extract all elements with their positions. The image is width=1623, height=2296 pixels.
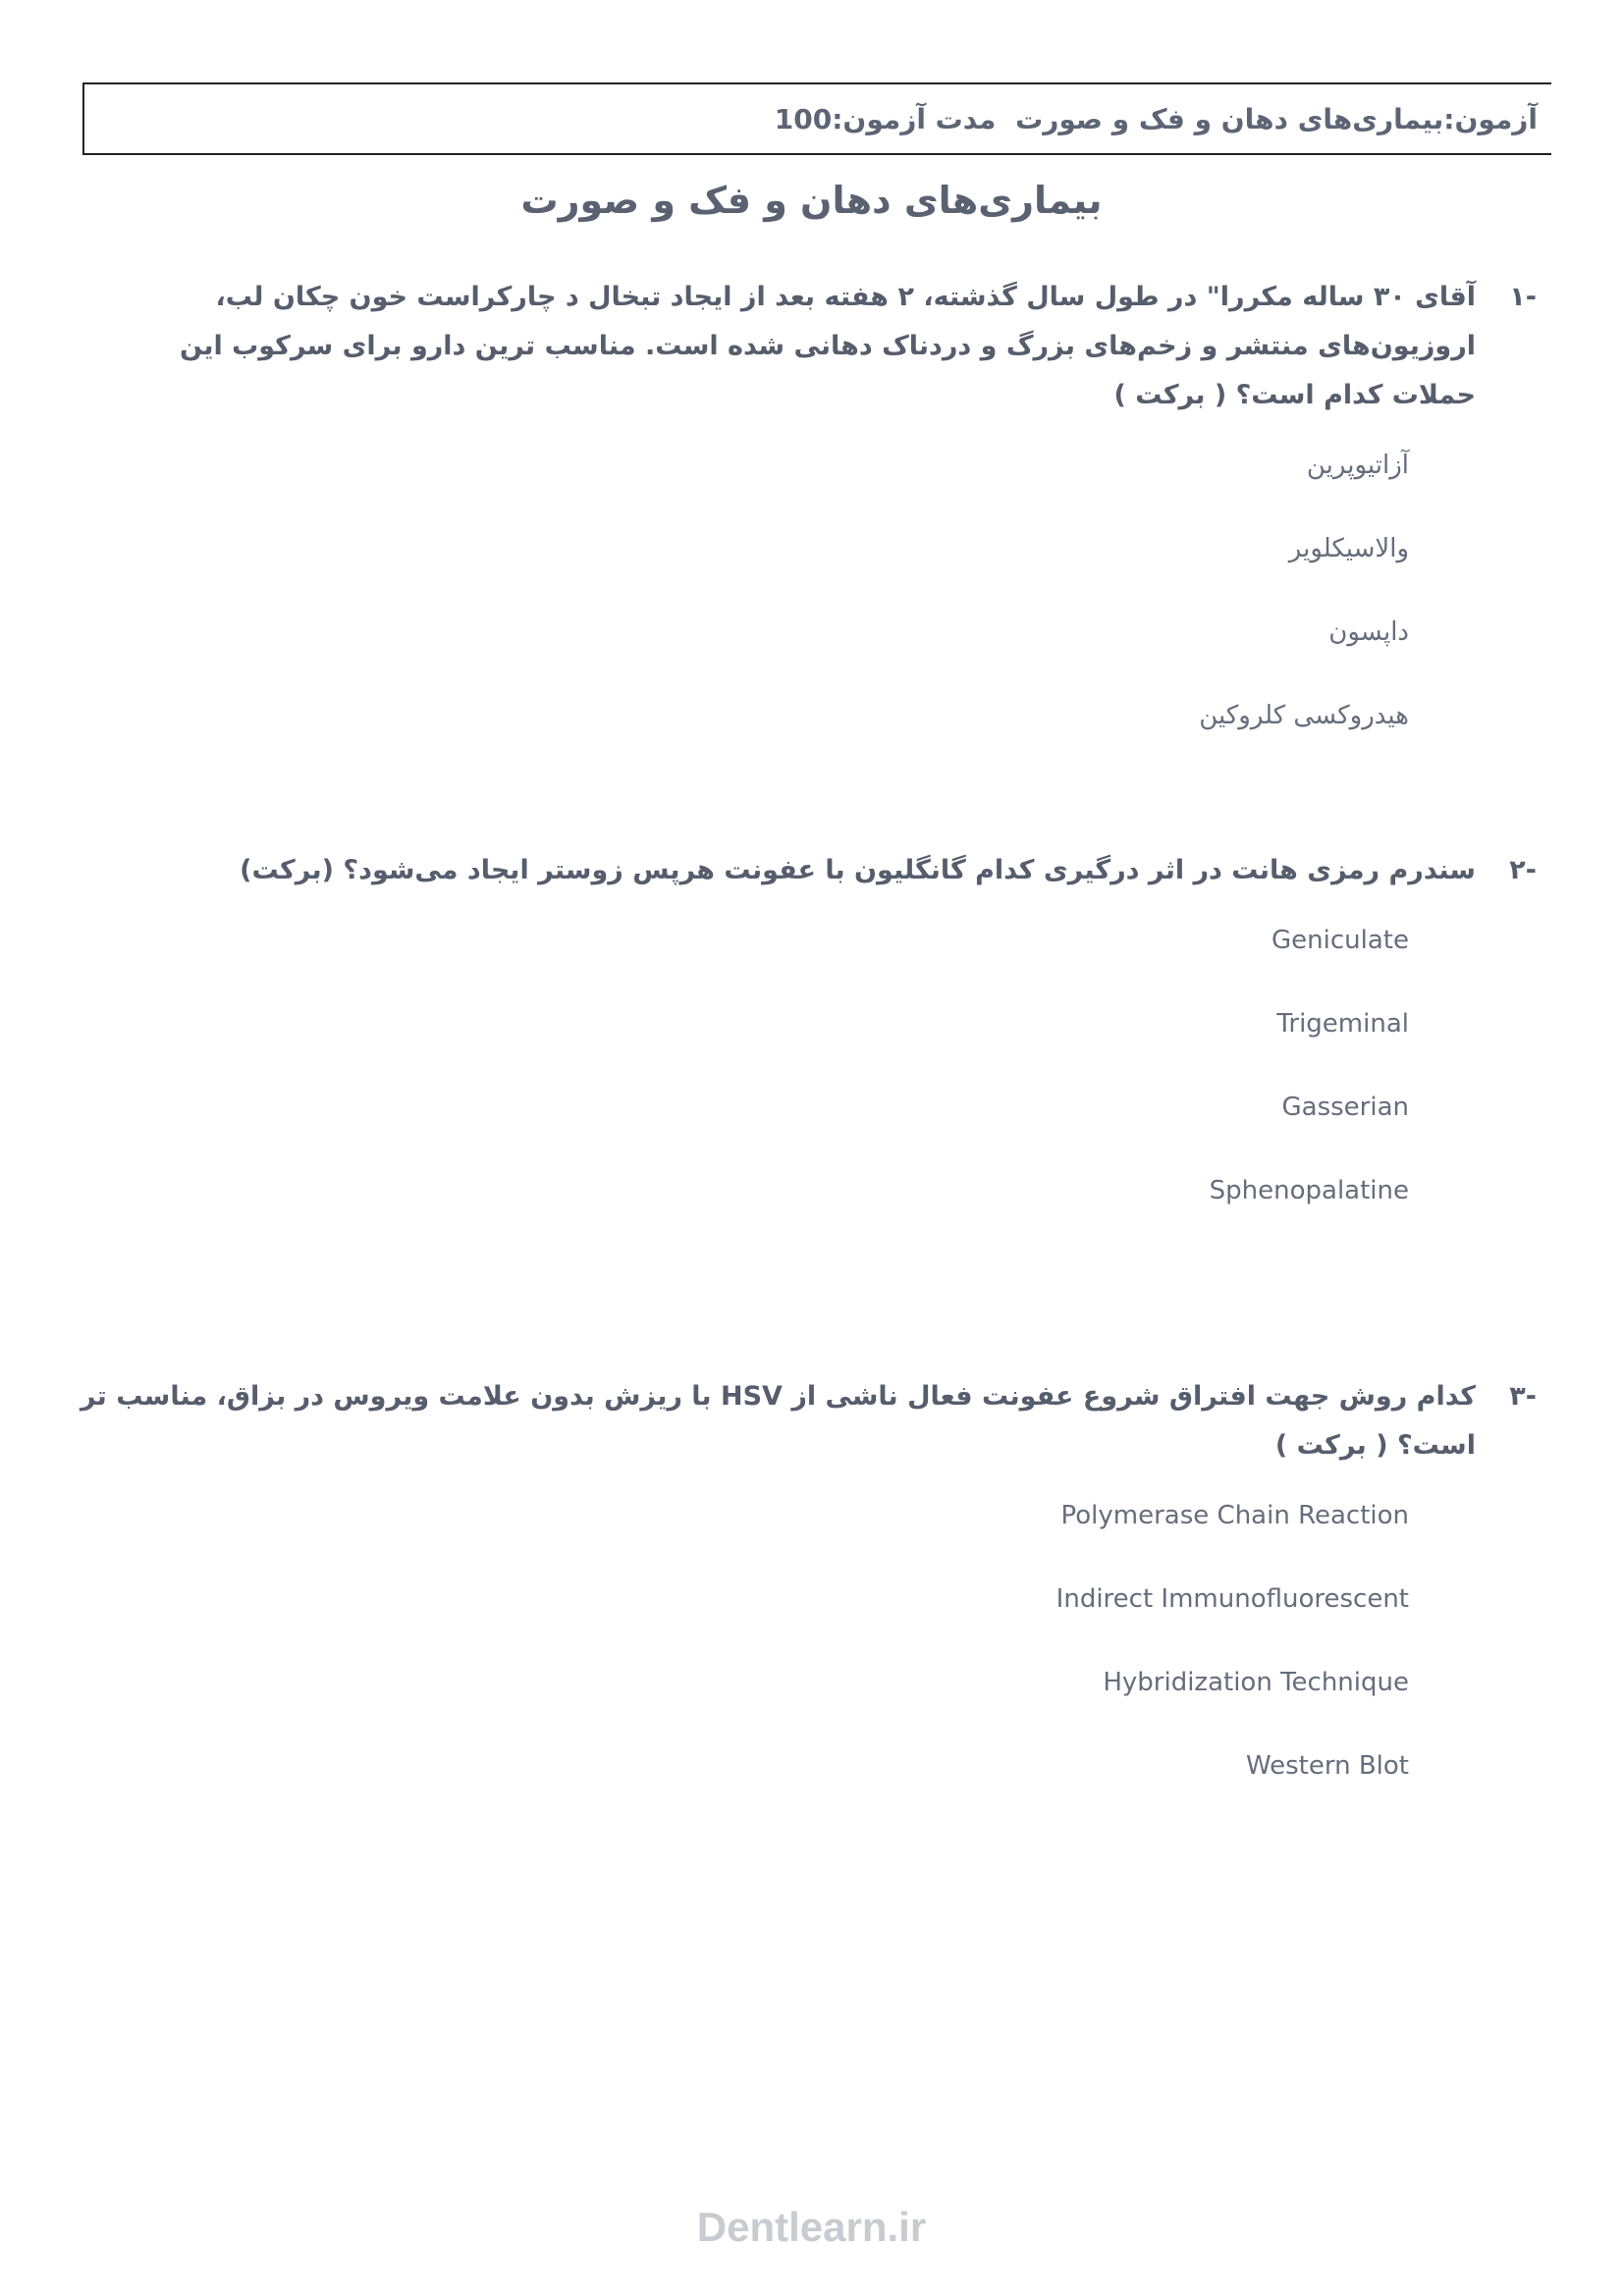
question-number: -۱ — [1509, 282, 1537, 312]
exam-name: آزمون:بیماری‌های دهان و فک و صورت — [1015, 102, 1538, 135]
options-list — [74, 450, 1537, 783]
options-list — [74, 1500, 1537, 1834]
question-3 — [74, 1372, 1537, 1834]
question-number: -۳ — [1509, 1381, 1537, 1412]
options-list — [74, 925, 1537, 1258]
option-2[interactable]: Trigeminal — [1276, 1009, 1409, 1039]
option-4[interactable]: Sphenopalatine — [1209, 1176, 1409, 1205]
exam-header-text — [765, 103, 1538, 135]
footer-watermark: Dentlearn.ir — [696, 2204, 927, 2250]
option-2[interactable]: والاسیکلویر — [1288, 534, 1409, 563]
option-3[interactable]: داپسون — [1328, 617, 1409, 647]
question-number: -۲ — [1509, 855, 1537, 885]
option-1[interactable]: آزاتیوپرین — [1306, 451, 1409, 480]
option-2[interactable]: Indirect Immunofluorescent — [1055, 1584, 1409, 1614]
question-text: سندرم رمزی هانت در اثر درگیری کدام گانگلیون با عفونت هرپس زوستر ایجاد می‌شود؟ (برکت) — [240, 855, 1476, 885]
option-3[interactable]: Gasserian — [1281, 1093, 1409, 1122]
option-4[interactable]: Western Blot — [1245, 1751, 1409, 1781]
question-2 — [74, 846, 1537, 1258]
option-4[interactable]: هیدروکسی کلروکین — [1199, 701, 1409, 730]
option-3[interactable]: Hybridization Technique — [1103, 1668, 1409, 1697]
question-1 — [74, 273, 1537, 783]
question-stem — [74, 1372, 1537, 1470]
exam-duration: مدت آزمون:100 — [774, 102, 997, 135]
page-title: بیماری‌های دهان و فک و صورت — [520, 179, 1103, 222]
option-1[interactable]: Geniculate — [1271, 926, 1409, 955]
option-1[interactable]: Polymerase Chain Reaction — [1060, 1501, 1409, 1530]
question-text: کدام روش جهت افتراق شروع عفونت فعال ناشی از HSV با ریزش بدون علامت ویروس در بزاق، مناسب تر است؟ ( برکت ) — [80, 1381, 1476, 1461]
question-stem — [74, 273, 1537, 420]
question-text: آقای ۳۰ ساله مکررا" در طول سال گذشته، ۲ هفته بعد از ایجاد تبخال د چارکراست خون چکان لب، اروزیون‌های منتشر و زخم‌های بزرگ و دردناک دهانی شده است. مناسب ترین دارو برای سرکوب این حملات کدام است؟ ( برکت ) — [180, 282, 1476, 410]
question-stem — [74, 846, 1537, 895]
exam-header — [82, 82, 1551, 155]
